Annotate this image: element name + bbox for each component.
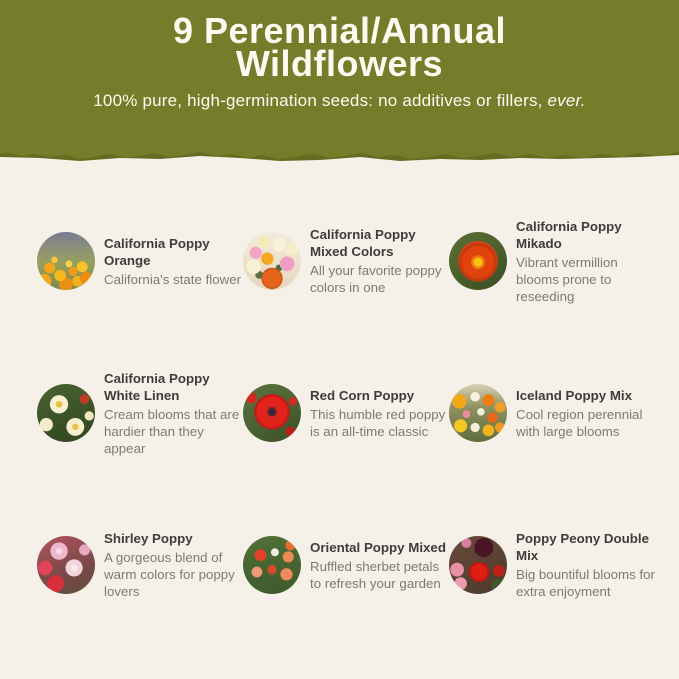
flower-description: Ruffled sherbet petals to refresh your garden — [310, 558, 441, 591]
flower-item — [243, 185, 449, 337]
subtitle-text: 100% pure, high-germination seeds: no additives or fillers, — [93, 91, 548, 110]
flower-text — [310, 387, 449, 440]
flower-name: California Poppy White Linen — [104, 370, 210, 403]
shirley-poppy-photo — [37, 536, 95, 594]
flower-text — [310, 539, 449, 592]
flower-description: Cool region perennial with large blooms — [516, 406, 643, 439]
flower-name: Oriental Poppy Mixed — [310, 539, 446, 555]
flower-item — [37, 185, 243, 337]
flower-name: Red Corn Poppy — [310, 387, 415, 403]
flower-description: Cream blooms that are hardier than they appear — [104, 406, 240, 456]
subtitle-emphasis: ever. — [547, 91, 586, 110]
flower-text — [104, 235, 243, 288]
flower-description: This humble red poppy is an all-time classic — [310, 406, 446, 439]
flower-description: All your favorite poppy colors in one — [310, 263, 442, 295]
flower-name: Shirley Poppy — [104, 531, 193, 546]
flower-text — [104, 530, 243, 600]
flower-item — [37, 337, 243, 489]
california-poppy-mikado-photo — [449, 232, 507, 290]
flower-item — [37, 489, 243, 641]
iceland-poppy-mix-photo — [449, 384, 507, 442]
flower-item — [449, 337, 655, 489]
flower-grid — [37, 185, 655, 641]
torn-paper-edge — [0, 140, 679, 166]
flower-item — [449, 489, 655, 641]
red-corn-poppy-photo — [243, 384, 301, 442]
flower-description: California's state flower — [104, 271, 242, 287]
flower-description: Vibrant vermillion blooms prone to reseeding — [516, 254, 618, 304]
header-banner — [0, 0, 679, 140]
flower-name: California Poppy Mikado — [516, 218, 622, 251]
flower-text — [516, 387, 655, 440]
flower-text — [516, 530, 655, 600]
poppy-peony-double-mix-photo — [449, 536, 507, 594]
flower-text — [516, 218, 655, 305]
flower-name: California Poppy Mixed Colors — [310, 227, 416, 259]
oriental-poppy-mixed-photo — [243, 536, 301, 594]
flower-item — [243, 337, 449, 489]
flower-description: A gorgeous blend of warm colors for poppy lovers — [104, 550, 235, 599]
california-poppy-mixed-colors-photo — [243, 232, 301, 290]
california-poppy-orange-photo — [37, 232, 95, 290]
page-title — [0, 10, 679, 84]
flower-item — [449, 185, 655, 337]
flower-name: Poppy Peony Double Mix — [516, 531, 649, 563]
flower-name: California Poppy Orange — [104, 235, 210, 268]
flower-name: Iceland Poppy Mix — [516, 387, 633, 403]
page-title-line2: Wildflowers — [235, 43, 444, 84]
flower-description: Big bountiful blooms for extra enjoyment — [516, 567, 655, 599]
california-poppy-white-linen-photo — [37, 384, 95, 442]
flower-text — [104, 370, 243, 457]
flower-item — [243, 489, 449, 641]
page-title-line1: 9 Perennial/Annual — [172, 10, 507, 51]
page-subtitle — [0, 91, 679, 111]
flower-text — [310, 226, 449, 296]
